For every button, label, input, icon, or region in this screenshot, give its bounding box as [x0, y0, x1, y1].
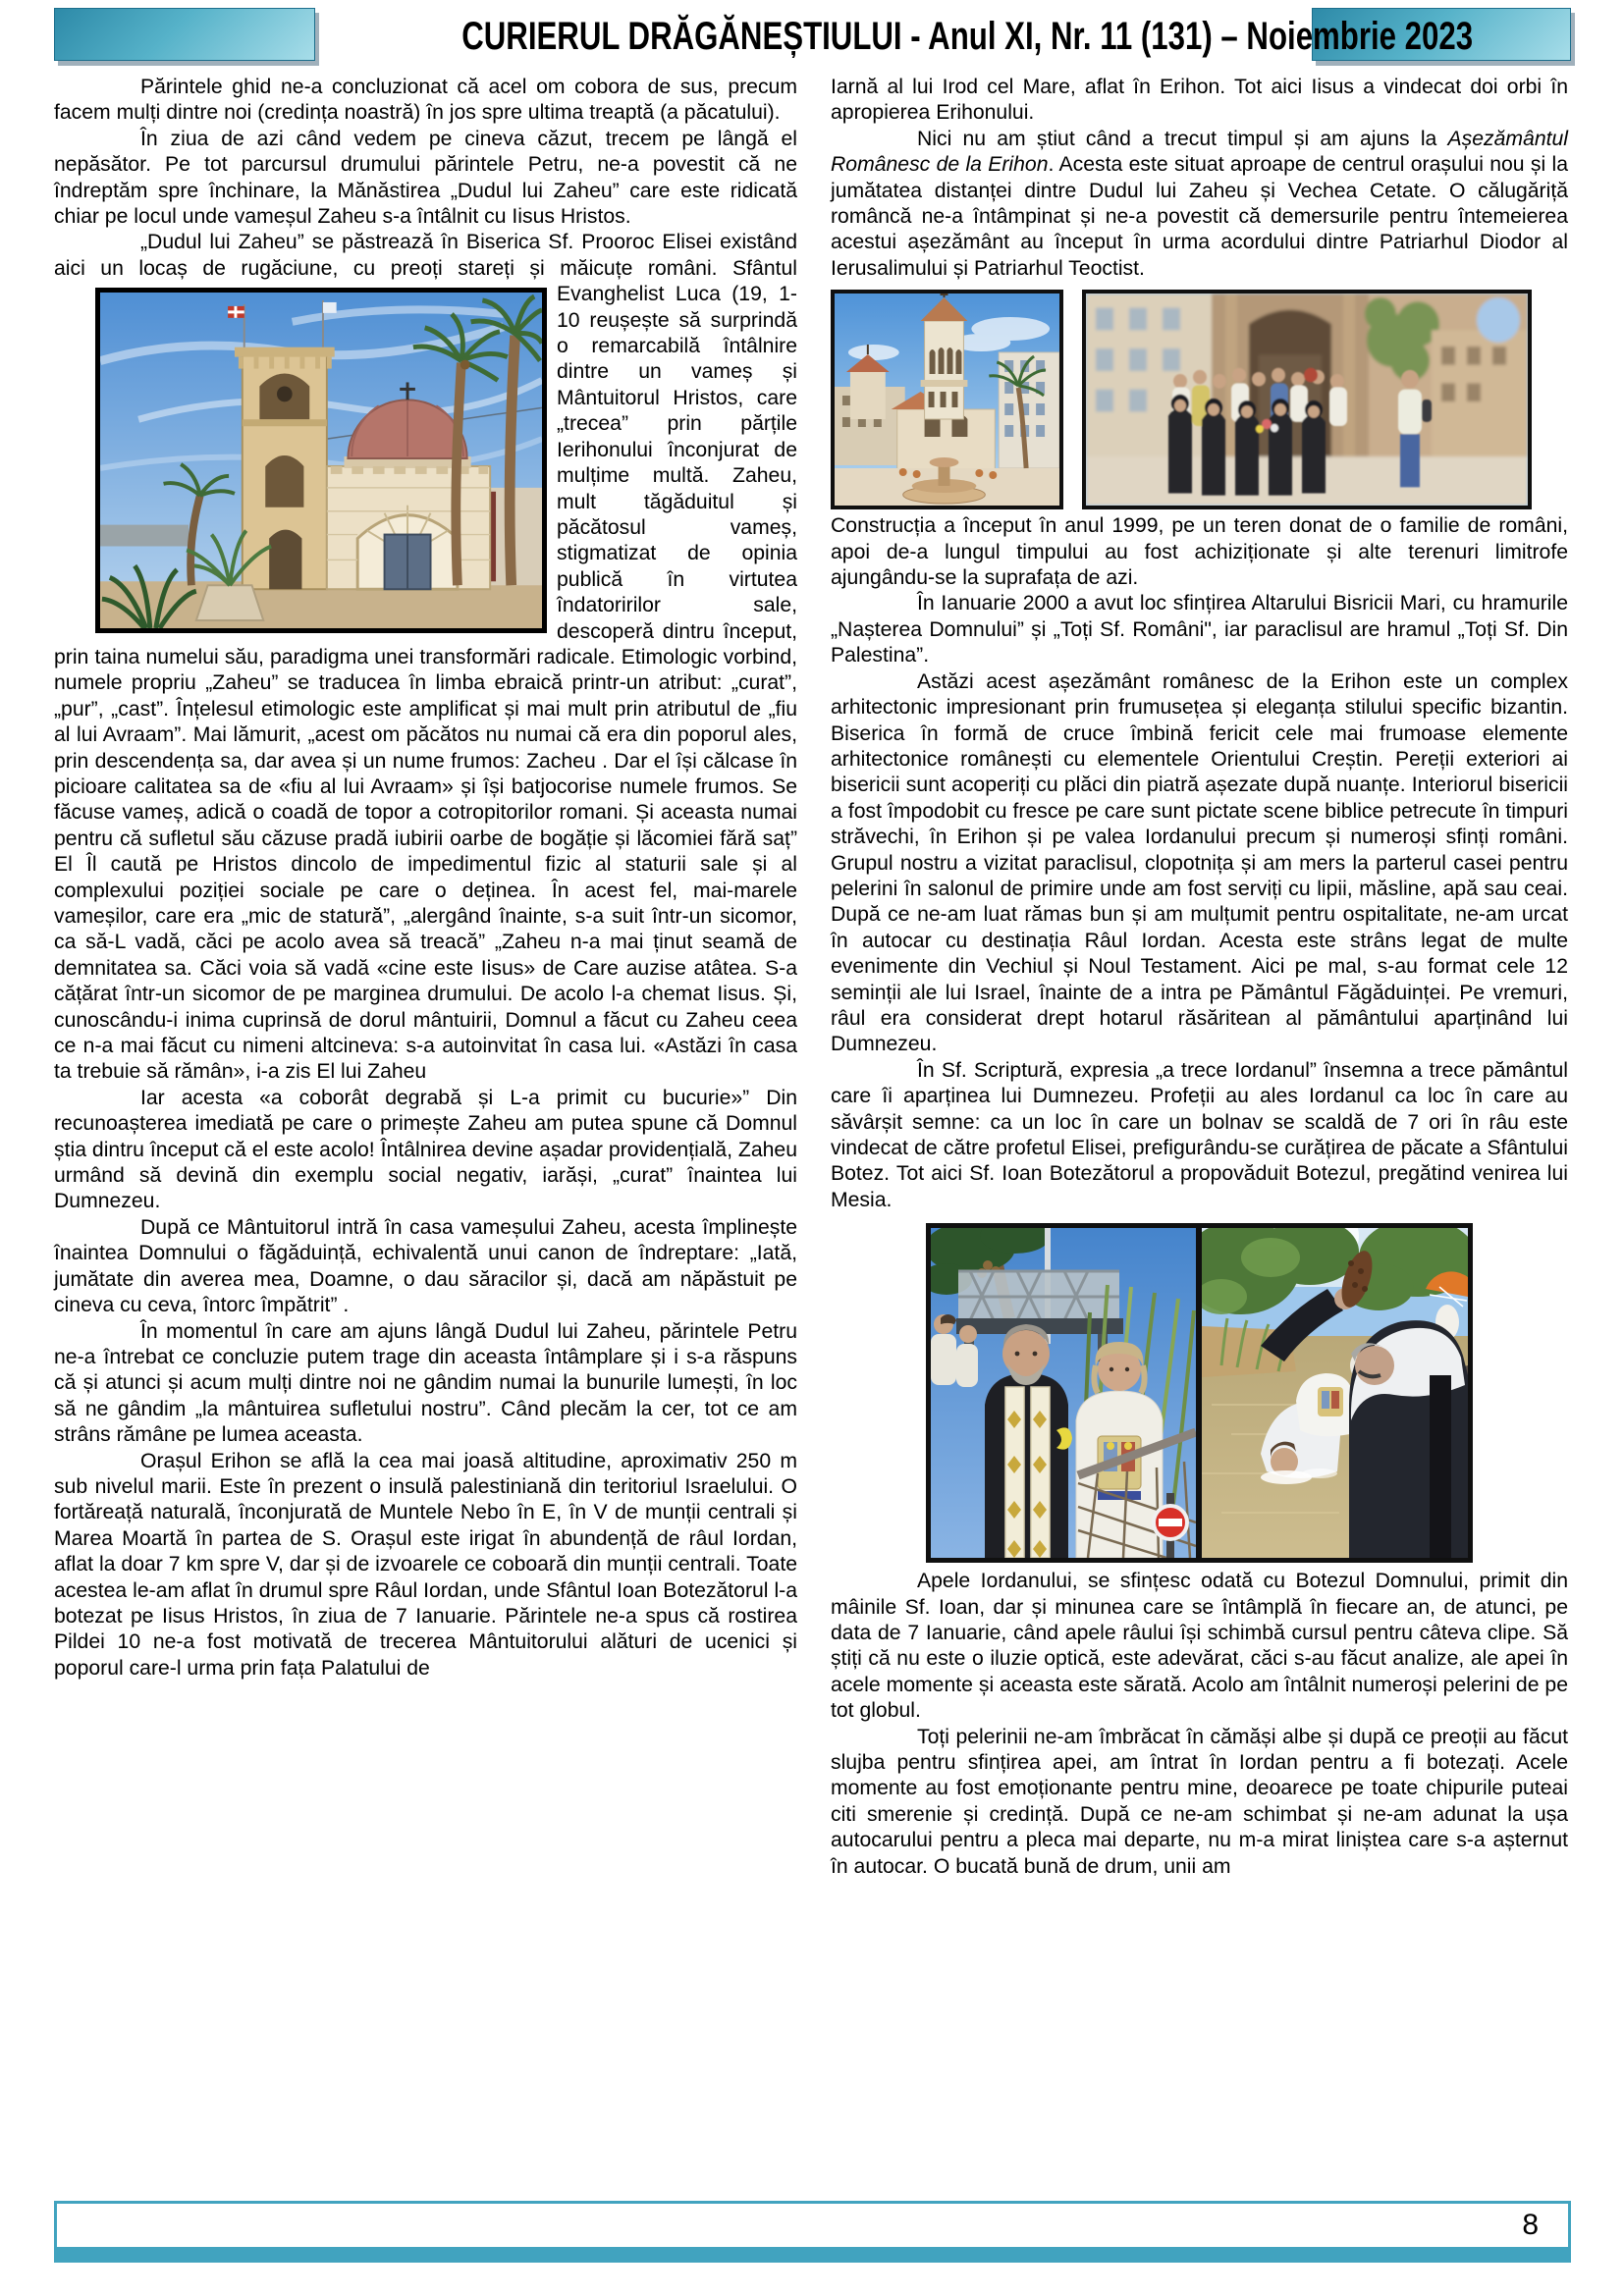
page-title [319, 14, 1474, 59]
paragraph-text: Nici nu am știut când a trecut timpul și am ajuns la [917, 127, 1448, 150]
paragraph-text: măicuțe români. Sfântul Evanghelist Luca (19, 1-10 reușește să surprindă o remarcabilă întâlnire dintre un vameș și Mântuitorul Hristos, care „trecea” prin părțile Ierihonului înconjurat de mulțime multă. Zaheu, mult tăgăduitul și păcătosul vameș, stigmatizat de opinia publică în virtutea îndatoririlor sale, descoperă dintru început, prin taina numelui său, paradigma unei transformări radicale. Etimologic vorbind, numele propriu „Zaheu” se traducea în limba ebraică printr-un atribut: „curat”, „pur”, „cast”. Înțelesul etimologic este amplificat și mai mult prin atributul de „fiu al lui Avraam”. Mai lămurit, „acest om păcătos nu numai că era din poporul ales, prin descendența sa, dar avea și un nume frumos: Zacheu . Dar el își călcase în picioare calitatea sa de «fiu al lui Avraam» și își batjocorise numele frumos. Se făcuse vameș, adică o coadă de topor a cotropitorilor romani. Și aceasta numai pentru că sufletul său căzuse pradă iubirii oarbe de bogăție și lăcomiei fără saț” El Îl caută pe Hristos dincolo de impedimentul fizic al staturii sale și al complexului poziției sociale pe care o deținea. În acest fel, mai-marele vameșilor, care era „mic de statură”, „alergând înainte, s-a suit într-un sicomor, ca să-L vadă, căci pe acolo avea să treacă” „Zaheu n-a mai ținut seamă de demnitatea sa. Căci voia să vadă «cine este Iisus» de Care auzise atâtea. S-a cățărat într-un sicomor de pe marginea drumului. De acolo l-a chemat Iisus. Și, cunoscându-i inima cuprinsă de dorul mântuirii, Domnul a făcut cu Zaheu ceea ce n-a mai făcut cu nimeni altcineva: s-a autoinvitat în casa lui. «Astăzi în casa ta trebuie să rămân», i-a zis El lui Zaheu [54, 256, 797, 1084]
paragraph [54, 75, 797, 127]
paragraph-text: În Sf. Scriptură, expresia „a trece Iordanul” însemna a trece pământul care îi aparținea lui Dumnezeu. Profeții au ales Iordanul ca loc în care au săvârșit semne: ca un loc în care un bolnav se scaldă de 7 ori în râu este vindecat de către profetul Elisei, prefigurându-se curățirea de păcate a Sfântului Botez. Tot aici Sf. Ioan Botezătorul a propovăduit Botezul, pregătind venirea lui Mesia. [831, 1058, 1568, 1211]
page-title-text: CURIERUL DRĂGĂNEȘTIULUI - Anul XI, Nr. 11 (131) – Noiembrie 2023 [461, 15, 1474, 58]
photo-monastery-dudul-lui-zaheu [95, 288, 547, 633]
page-number: 8 [1522, 2209, 1539, 2241]
paragraph-text: Orașul Erihon se află la cea mai joasă altitudine, aproximativ 250 m sub nivelul marii. Este în prezent o insulă palestiniană din teritoriul Israelului. O fortăreață naturală, înconjurată de Muntele Nebo în E, în V de munții centrali și Marea Moartă în partea de S. Orașul este irigat în abundență de râul Iordan, aflat la doar 7 km spre V, dar și de izvoarele ce coboară din munții centrali. Toate acestea le-am aflat în drumul spre Râul Iordan, unde Sfântul Ioan Botezătorul l-a botezat pe Iisus Hristos, în ziua de 7 Ianuarie. Părintele ne-a spus că rostirea Pildei 10 ne-a fost motivată de trecerea Mântuitorului alături de ucenici și poporul care-l urma prin fața Palatului de [54, 1449, 797, 1680]
paragraph-text: În momentul în care am ajuns lângă Dudul lui Zaheu, părintele Petru ne-a întrebat ce concluzie putem trage din aceasta întâmplare și i s-a răspuns că și atunci și acum mulți dintre noi ne gândim numai la bunurile lumești, în loc să ne gândim „la mântuirea sufletului nostru”. Când plecăm la cer, tot ce am strâns rămâne pe lumea aceasta. [54, 1319, 797, 1447]
photo-pilgrim-group [1082, 290, 1532, 509]
paragraph [54, 1086, 797, 1215]
paragraph-text: Toți pelerinii ne-am îmbrăcat în cămăși albe și după ce preoții au făcut slujba pentru sfințirea apei, am întrat în Iordan pentru a fi botezați. Acele momente au fost emoționante pentru mine, deoarece pe toate chipurile puteai citi smerenie și credință. După ce ne-am schimbat și ne-am adunat la ușa autocarului pentru a pleca mai departe, nu m-a mirat liniștea care s-a așternut în autocar. O bucată bună de drum, unii am [831, 1725, 1568, 1878]
header-banner [54, 8, 1571, 65]
paragraph [54, 1215, 797, 1319]
paragraph-text-italic: Așezământul Românesc de la Erihon [831, 127, 1568, 177]
paragraph [54, 1319, 797, 1449]
photo-baptism-in-jordan-river [1202, 1228, 1468, 1558]
paragraph-text: Construcția a început în anul 1999, pe un teren donat de o familie de români, apoi de-a lungul timpului au fost achiziționate și alte terenuri limitrofe ajungându-se la suprafața de azi. [831, 514, 1568, 590]
banner-decor-left [54, 8, 315, 61]
paragraph [54, 127, 797, 231]
footer-box [54, 2201, 1571, 2247]
column-right [831, 75, 1568, 1880]
paragraph [831, 1058, 1568, 1213]
paragraph [54, 230, 797, 1085]
photo-row-erihon-settlement [831, 290, 1568, 509]
paragraph-text: Iar acesta «a coborât degrabă și L-a primit cu bucurie»” Din recunoașterea imediată pe care o primește Zaheu am putea spune că Domnul știa dintru început că el este acolo! Întâlnirea devine așadar providențială, Zaheu urmând să devină din exemplu social negativ, iarăși, „curat” înaintea lui Dumnezeu. [54, 1086, 797, 1213]
paragraph-text: În ziua de azi când vedem pe cineva căzut, trecem pe lângă el nepăsător. Pe tot parcursul drumului părintele Petru, ne-a povestit că ne îndreptăm spre închinare, la Mănăstirea „Dudul lui Zaheu” care este ridicată chiar pe locul unde vameșul Zaheu s-a întâlnit cu Iisus Hristos. [54, 127, 797, 229]
paragraph [831, 669, 1568, 1058]
paragraph [831, 75, 1568, 127]
photo-priest-and-pilgrim-jordan [931, 1228, 1196, 1558]
paragraph [831, 591, 1568, 668]
paragraph-text: Astăzi acest așezământ românesc de la Erihon este un complex arhitectonic impresionant prin frumusețea și eleganța stilului specific bizantin. Biserica în formă de cruce îmbină fericit cele mai frumoase elemente arhitectonice românești cu elementele Orientului Creștin. Pereții exteriori ai bisericii sunt acoperiți cu plăci din piatră așezate după nuanțe. Interiorul bisericii a fost împodobit cu fresce pe care sunt pictate scene biblice petrecute în timpuri străvechi, în Erihon și pe valea Iordanului precum și numeroși sfinți români. Grupul nostru a vizitat paraclisul, clopotnița și am mers la parterul casei pentru pelerini în salonul de primire unde am fost serviți cu lipii, măsline, apă sau ceai. După ce ne-am luat rămas bun și am mulțumit pentru ospitalitate, ne-am urcat în autocar cu destinația Râul Iordan. Acesta este strâns legat de multe evenimente din Vechiul și Noul Testament. Aici pe mal, s-au format cele 12 seminții ale lui Israel, înainte de a intra pe Pământul Făgăduinței. Pe vremuri, râul era considerat drept hotarul răsăritean al pământului aparținând lui Dumnezeu. [831, 669, 1568, 1056]
paragraph [54, 1449, 797, 1682]
photo-romanian-church-erihon [831, 290, 1063, 509]
paragraph-text: Apele Iordanului, se sfințesc odată cu Botezul Domnului, primit din mâinile Sf. Ioan, dar și minunea care se întâmplă în fiecare an, de atunci, pe data de 7 Ianuarie, când apele râului își schimbă cursul pentru câteva clipe. Să știți că nu este o iluzie optică, este adevărat, căci s-au făcut analize, ale apei în acele momente și aceasta este sărată. Acolo am întâlnit numeroși pelerini de pe tot globul. [831, 1570, 1568, 1723]
paragraph-text: „Dudul lui Zaheu” se păstrează în Biserica Sf. Prooroc Elisei existând aici un locaș de rugăciune, cu preoți stareți și [54, 231, 797, 280]
photo-row-jordan-baptism [926, 1223, 1473, 1563]
paragraph [831, 127, 1568, 282]
paragraph-text: . Acesta este situat aproape de centrul orașului nou și la jumătatea distanței dintre Dudul lui Zaheu și Vechea Cetate. O călugăriță româncă ne-a întâmpinat și ne-a povestit că demersurile pentru întemeierea acestui așezământ au început în urma acordului dintre Patriarhul Diodor al Ierusalimului și Patriarhul Teoctist. [831, 153, 1568, 280]
paragraph [831, 1569, 1568, 1724]
paragraph [831, 513, 1568, 591]
footer-accent-bar [54, 2247, 1571, 2263]
paragraph-text: Iarnă al lui Irod cel Mare, aflat în Erihon. Tot aici Iisus a vindecat doi orbi în apropierea Erihonului. [831, 76, 1568, 125]
footer [54, 2201, 1571, 2263]
column-left [54, 75, 797, 1682]
paragraph [831, 1725, 1568, 1880]
paragraph-text: După ce Mântuitorul intră în casa vameșului Zaheu, acesta împlinește înaintea Domnului o făgăduință, echivalentă unui canon de îndreptare: „Iată, jumătate din averea mea, Doamne, o dau săracilor și, dacă am năpăstuit pe cineva cu ceva, întorc împătrit” . [54, 1215, 797, 1317]
paragraph-text: Părintele ghid ne-a concluzionat că acel om cobora de sus, precum facem mulți dintre noi (credința noastră) în jos spre ultima treaptă (a păcatului). [54, 76, 797, 125]
paragraph-text: În Ianuarie 2000 a avut loc sfințirea Altarului Bisricii Mari, cu hramurile „Nașterea Domnului” și „Toți Sf. Români", iar paraclisul are hramul „Toți Sf. Din Palestina”. [831, 592, 1568, 667]
